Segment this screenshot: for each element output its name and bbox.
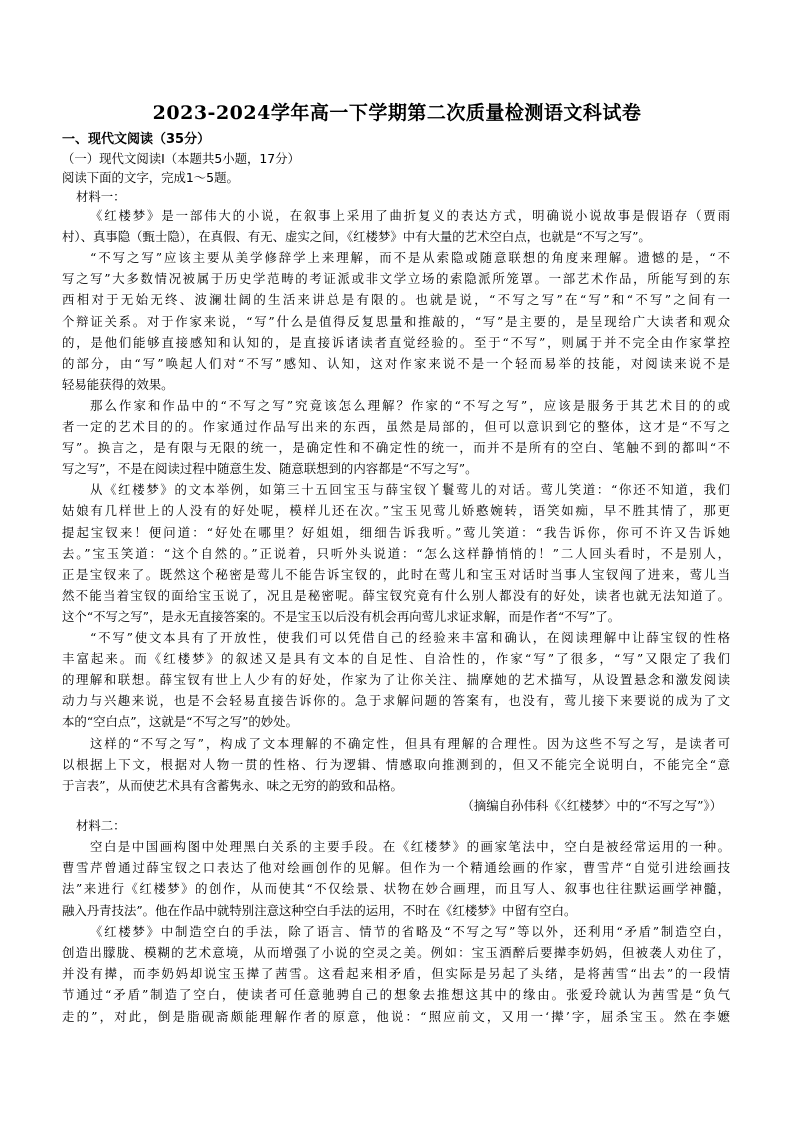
paragraph-line: 这个“不写之写”，是永无直接答案的。不是宝玉以后没有机会再向莺儿求证求解，而是作者“不写”了。	[62, 608, 621, 624]
paragraph-line: 写”。换言之，是有限与无限的统一，是确定性和不确定性的统一，而并不是所有的空白、笔触不到的都叫“不	[62, 440, 730, 456]
paragraph-line: 写之写”，不是在阅读过程中随意生发、随意联想到的内容都是“不写之写”。	[62, 461, 478, 477]
paragraph-line: 村）、真事隐（甄士隐），在真假、有无、虚实之间，《红楼梦》中有大量的艺术空白点，也就是“不写之写”。	[62, 229, 651, 245]
material-two-label: 材料二：	[76, 818, 126, 833]
paragraph-line: 空白是中国画构图中处理黑白关系的主要手段。在《红楼梦》的画家笔法中，空白是被经常运用的一种。	[90, 839, 730, 854]
paragraph-line: 的，是他们能够直接感知和认知的，是直接诉诸读者直觉经验的。至于“不写”，则属于并不完全由作家掌控	[62, 334, 730, 350]
paragraph-line: 那么作家和作品中的“不写之写”究竟该怎么理解？作家的“不写之写”，应该是服务于其艺术目的的或	[90, 397, 730, 413]
paragraph-line: 以根据上下文，根据对人物一贯的性格、行为逻辑、情感取向推测到的，但又不能完全说明白，不能完全“意	[62, 756, 730, 772]
paragraph-line: 于言表”，从而使艺术具有含蓄隽永、味之无穷的韵致和品格。	[62, 777, 403, 793]
section-heading: 一、现代文阅读（35分）	[62, 132, 211, 147]
paragraph-line: 轻易能获得的效果。	[62, 376, 174, 392]
paragraph-line: 动力与兴趣来说，也是不会轻易直接告诉你的。急于求解问题的答案有，也没有，莺儿接下来要说的成为了文	[62, 693, 730, 709]
paragraph-line: 《红楼梦》是一部伟大的小说，在叙事上采用了曲折复义的表达方式，明确说小说故事是假语存（贾雨	[90, 208, 730, 223]
paragraph-line: 的理解和联想。薛宝钗有世上人少有的好处，作家为了让你关注、揣摩她的艺术描写，从设置悬念和激发阅读	[62, 672, 730, 688]
paragraph-line: 创造出朦胧、模糊的艺术意境，从而增强了小说的空灵之美。例如：宝玉酒醉后要撵李奶妈，但被袭人劝住了，	[62, 945, 730, 960]
paragraph-line: 走的”，对此，倒是脂砚斋颇能理解作者的原意，他说：“照应前文，又用一‘撵’字，屈杀宝玉。然在李嬷	[62, 1008, 730, 1024]
paragraph-line: 去。”宝玉笑道：“这个自然的。”正说着，只听外头说道：“怎么这样静悄悄的！”二人回头看时，不是别人，	[62, 545, 730, 561]
paragraph-line: “不写之写”应该主要从美学修辞学上来理解，而不是从索隐或随意联想的角度来理解。遗憾的是，“不	[90, 250, 730, 266]
paragraph-line: 然不能当着宝钗的面给宝玉说了，况且是秘密呢。薛宝钗究竟有什么别人都没有的好处，读者也就无法知道了。	[62, 587, 730, 603]
paragraph-line: 融入丹青技法”。他在作品中就特别注意这种空白手法的运用，不时在《红楼梦》中留有空白。	[62, 902, 577, 918]
paragraph-line: 者一定的艺术目的的。作家通过作品写出来的东西，虽然是局部的，但可以意识到它的整体，这才是“不写之	[62, 419, 730, 434]
paragraph-line: 曹雪芹曾通过薛宝钗之口表达了他对绘画创作的见解。但作为一个精通绘画的作家，曹雪芹“自觉引进绘画技	[62, 860, 730, 876]
source-citation: （摘编自孙伟科《〈红楼梦〉中的“不写之写”》）	[461, 798, 722, 813]
paragraph-line: 个辩证关系。对于作家来说，“写”什么是值得反复思量和推敲的，“写”是主要的，是呈现给广大读者和观众	[62, 313, 730, 329]
paragraph-line: 正是宝钗来了。既然这个秘密是莺儿不能告诉宝钗的，此时在莺儿和宝玉对话时当事人宝钗闯了进来，莺儿当	[62, 566, 730, 582]
paragraph-line: 并没有撵，而李奶妈却说宝玉撵了茜雪。这看起来相矛盾，但实际是另起了头绪，是将茜雪“出去”的一段情	[62, 966, 730, 982]
paragraph-line: 写之写”大多数情况被属于历史学范畴的考证派或非文学立场的索隐派所笼罩。一部艺术作品，所能写到的东	[62, 271, 730, 287]
paragraph-line: 这样的“不写之写”，构成了文本理解的不确定性，但具有理解的合理性。因为这些不写之写，是读者可	[90, 735, 730, 751]
paragraph-line: 丰富起来。而《红楼梦》的叙述又是具有文本的自足性、自洽性的，作家“写”了很多，“写”又限定了我们	[62, 651, 730, 667]
paragraph-line: 从《红楼梦》的文本举例，如第三十五回宝玉与薛宝钗丫鬟莺儿的对话。莺儿笑道：“你还不知道，我们	[90, 482, 730, 498]
reading-instruction: 阅读下面的文字，完成1～5题。	[62, 170, 239, 185]
paragraph-line: 《红楼梦》中制造空白的手法，除了语言、情节的省略及“不写之写”等以外，还利用“矛盾”制造空白，	[90, 923, 730, 939]
material-one-label: 材料一：	[76, 189, 126, 204]
paragraph-line: 节通过“矛盾”制造了空白，使读者可任意驰骋自己的想象去推想这其中的缘由。张爱玲就认为茜雪是“负气	[62, 987, 730, 1003]
paragraph-line: 的部分，由“写”唤起人们对“不写”感知、认知，这对作家来说不是一个轻而易举的技能，对阅读来说不是	[62, 355, 730, 371]
paragraph-line: 姑娘有几样世上的人没有的好处呢，模样儿还在次。”宝玉见莺儿娇憨婉转，语笑如痴，早不胜其情了，那更	[62, 503, 730, 519]
exam-title: 2023-2024学年高一下学期第二次质量检测语文科试卷	[152, 102, 642, 124]
paragraph-line: “不写”使文本具有了开放性，使我们可以凭借自己的经验来丰富和确认，在阅读理解中让薛宝钗的性格	[90, 630, 730, 645]
paragraph-line: 提起宝钗来！便问道：“好处在哪里？好姐姐，细细告诉我听。”莺儿笑道：“我告诉你，你可不许又告诉她	[62, 524, 730, 540]
paragraph-line: 法”来进行《红楼梦》的创作，从而使其“不仅绘景、状物在妙合画理，而且写人、叙事也往往默运画学神髓，	[62, 881, 730, 897]
subsection-heading: （一）现代文阅读Ⅰ（本题共5小题，17分）	[62, 151, 300, 166]
paragraph-line: 本的“空白点”，这就是“不写之写”的妙处。	[62, 714, 298, 730]
paragraph-line: 西相对于无始无终、波澜壮阔的生活来讲总是有限的。也就是说，“不写之写”在“写”和“不写”之间有一	[62, 292, 730, 308]
